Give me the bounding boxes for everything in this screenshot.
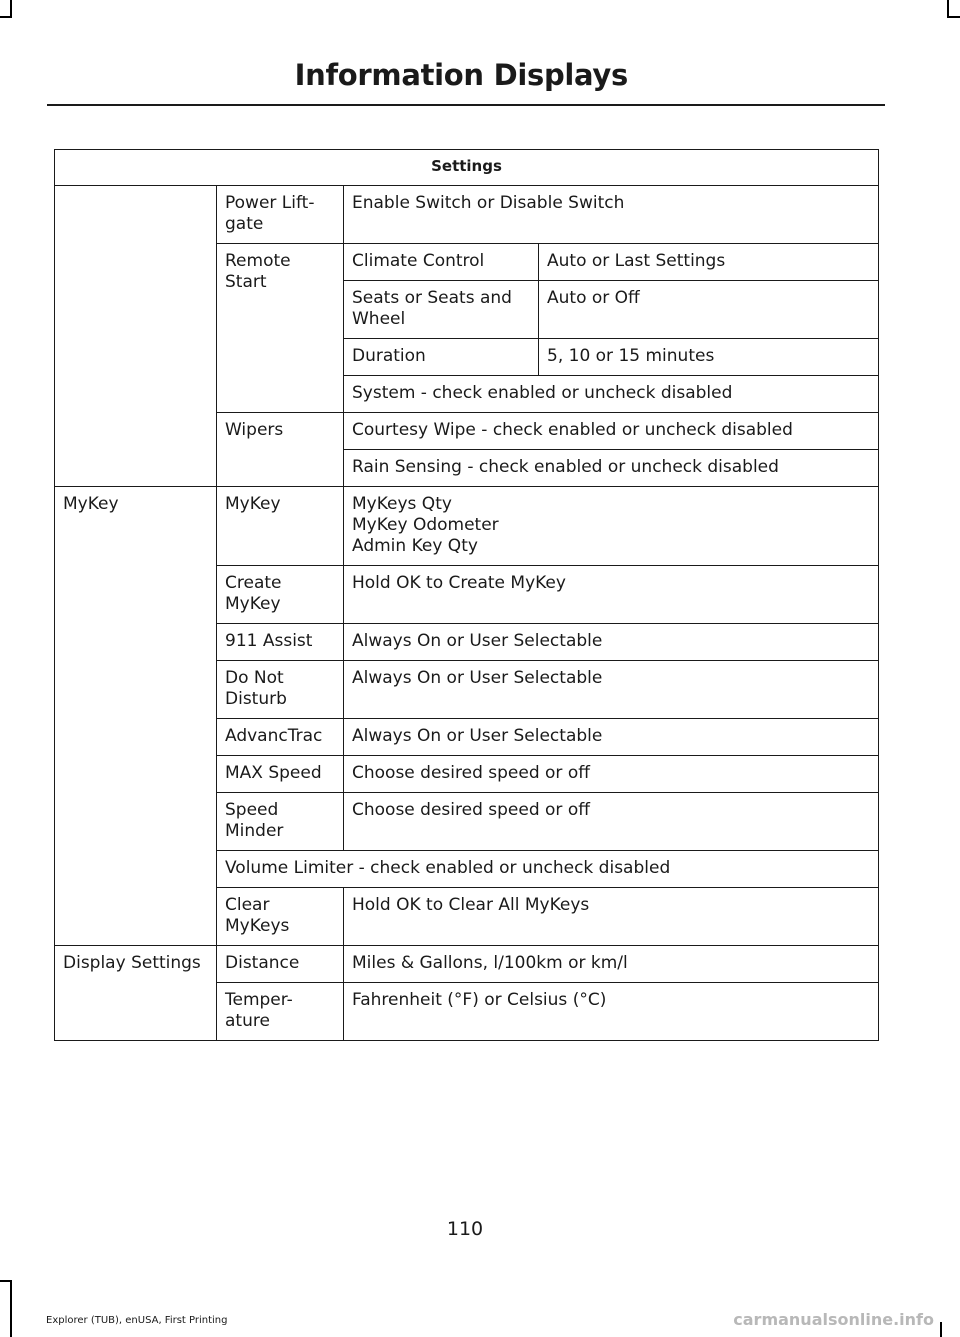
category-cell-empty <box>55 186 217 487</box>
table-heading: Settings <box>55 150 879 186</box>
value-cell: Always On or User Selectable <box>344 661 879 719</box>
mykey-odometer: MyKey Odometer <box>352 515 499 535</box>
value-cell: Volume Limiter - check enabled or uncheck disabled <box>217 851 879 888</box>
value-cell: Auto or Off <box>539 281 879 339</box>
crop-mark-bottom-left-h <box>0 1280 12 1282</box>
value-cell: System - check enabled or uncheck disabled <box>344 376 879 413</box>
seats-label: Seats or Seats and Wheel <box>352 288 512 329</box>
feature-cell: 911 Assist <box>217 624 344 661</box>
feature-cell: Wipers <box>217 413 344 487</box>
create-mykey-label: Create MyKey <box>225 573 282 614</box>
page-number: 110 <box>446 1218 484 1240</box>
table-row <box>55 186 879 244</box>
value-cell: Miles & Gallons, l/100km or km/l <box>344 946 879 983</box>
value-cell: Hold OK to Clear All MyKeys <box>344 888 879 946</box>
power-liftgate-label: Power Lift- gate <box>225 193 315 234</box>
remote-start-label: Remote Start <box>225 251 291 292</box>
crop-mark-top-left-h <box>0 16 12 18</box>
value-cell: Rain Sensing - check enabled or uncheck disabled <box>344 450 879 487</box>
header-rule <box>47 104 885 106</box>
feature-cell <box>217 661 344 719</box>
table-header-row <box>55 150 879 186</box>
feature-cell <box>217 983 344 1041</box>
feature-cell <box>217 244 344 413</box>
settings-table <box>54 149 879 1041</box>
value-cell: Courtesy Wipe - check enabled or uncheck disabled <box>344 413 879 450</box>
category-cell: Display Settings <box>55 946 217 1041</box>
value-cell: Always On or User Selectable <box>344 719 879 756</box>
feature-cell <box>217 566 344 624</box>
admin-key-qty: Admin Key Qty <box>352 536 478 556</box>
speed-minder-label: Speed Minder <box>225 800 284 841</box>
clear-mykeys-label: Clear MyKeys <box>225 895 290 936</box>
table-row <box>55 946 879 983</box>
value-cell: Choose desired speed or off <box>344 756 879 793</box>
category-cell: MyKey <box>55 487 217 946</box>
crop-mark-bottom-left <box>10 1280 12 1337</box>
sub-feature-cell <box>344 281 539 339</box>
edition-footer: Explorer (TUB), enUSA, First Printing <box>46 1315 228 1326</box>
feature-cell <box>217 793 344 851</box>
feature-cell <box>217 888 344 946</box>
site-watermark: carmanualsonline.info <box>733 1310 934 1329</box>
sub-feature-cell: Climate Control <box>344 244 539 281</box>
crop-mark-bottom-right <box>940 1322 942 1337</box>
value-cell <box>344 487 879 566</box>
feature-cell: AdvancTrac <box>217 719 344 756</box>
page-title: Information Displays <box>294 58 628 92</box>
sub-feature-cell: Duration <box>344 339 539 376</box>
temperature-label: Temper- ature <box>225 990 293 1031</box>
value-cell: 5, 10 or 15 minutes <box>539 339 879 376</box>
mykeys-qty: MyKeys Qty <box>352 494 452 514</box>
value-cell: Auto or Last Settings <box>539 244 879 281</box>
feature-cell: MAX Speed <box>217 756 344 793</box>
crop-mark-top-right-h <box>947 16 960 18</box>
value-cell: Hold OK to Create MyKey <box>344 566 879 624</box>
feature-cell: Distance <box>217 946 344 983</box>
feature-cell: MyKey <box>217 487 344 566</box>
value-cell: Fahrenheit (°F) or Celsius (°C) <box>344 983 879 1041</box>
table-row <box>55 487 879 566</box>
do-not-disturb-label: Do Not Disturb <box>225 668 287 709</box>
feature-cell <box>217 186 344 244</box>
value-cell: Enable Switch or Disable Switch <box>344 186 879 244</box>
value-cell: Choose desired speed or off <box>344 793 879 851</box>
value-cell: Always On or User Selectable <box>344 624 879 661</box>
